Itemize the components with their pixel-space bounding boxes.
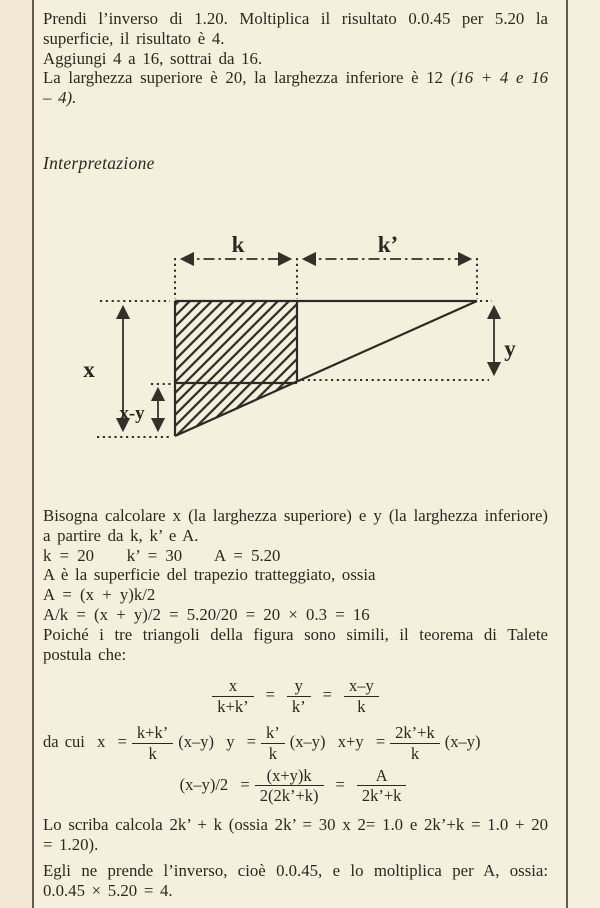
body-paragraph-egli: Egli ne prende l’inverso, cioè 0.0.45, e lo moltiplica per A, ossia: 0.0.45 × 5.20 = 4. xyxy=(43,860,548,900)
body-paragraph-3: A è la superficie del trapezio tratteggiato, ossia xyxy=(43,565,376,585)
equation-mid-text: y = xyxy=(213,732,257,752)
hatched-trapezoid xyxy=(175,301,297,436)
fraction-denominator: k xyxy=(148,743,157,763)
fraction-numerator: x xyxy=(212,677,253,697)
fraction-numerator: (x+y)k xyxy=(255,767,324,787)
fraction-numerator: x–y xyxy=(344,677,379,697)
fraction-2kprimeplusk-over-k xyxy=(390,724,440,763)
fraction-denominator: k xyxy=(268,743,278,763)
equals-sign: = xyxy=(335,774,345,794)
fraction-denominator: k+k’ xyxy=(217,697,249,717)
body-paragraph-1: Bisogna calcolare x (la larghezza superiore) e y (la larghezza inferiore) a partire da k, k’ e A. xyxy=(43,505,548,545)
quote-paragraph-1: Prendi l’inverso di 1.20. Moltiplica il risultato 0.0.45 per 5.20 la superficie, il risultato è 4. xyxy=(43,9,548,48)
x-minus-y-label: x-y xyxy=(119,402,145,424)
equation-term: (x–y) xyxy=(289,732,326,752)
fraction-kprime-over-k xyxy=(261,724,285,763)
fraction-denominator: 2(2k’+k) xyxy=(259,786,319,806)
y-label: y xyxy=(504,335,516,361)
fraction-x-over-k-plus-kprime xyxy=(212,677,253,716)
equation-da-cui xyxy=(43,724,548,763)
fraction-xminusy-over-k xyxy=(344,677,379,716)
fraction-denominator: k xyxy=(357,697,366,717)
body-formula-ak: A/k = (x + y)/2 = 5.20/20 = 20 × 0.3 = 16 xyxy=(43,604,370,624)
equation-term: (x–y) xyxy=(178,732,214,752)
equation-term: (x–y) xyxy=(444,732,481,752)
trapezoid-diagram-svg xyxy=(0,224,600,468)
fraction-numerator: y xyxy=(287,677,311,697)
fraction-xplusyk-over-22kprimeplusk xyxy=(255,767,324,806)
body-formula-area: A = (x + y)k/2 xyxy=(43,585,156,605)
fraction-numerator: 2k’+k xyxy=(390,724,440,744)
equals-sign: = xyxy=(265,685,275,705)
equals-sign: = xyxy=(322,685,332,705)
body-paragraph-scriba: Lo scriba calcola 2k’ + k (ossia 2k’ = 30 x 2= 1.0 e 2k’+k = 1.0 + 20 = 1.20). xyxy=(43,815,548,855)
quote-paragraph-2: Aggiungi 4 a 16, sottrai da 16. xyxy=(43,48,263,68)
fraction-numerator: A xyxy=(357,767,407,787)
fraction-denominator: 2k’+k xyxy=(361,786,402,806)
fraction-a-over-2kprimeplusk xyxy=(357,767,407,806)
fraction-kpluskprime-over-k xyxy=(132,724,173,763)
heading-interpretazione: Interpretazione xyxy=(43,152,155,173)
k-prime-label: k’ xyxy=(377,231,399,257)
fraction-numerator: k’ xyxy=(261,724,285,744)
equation-lead-text: (x–y)/2 = xyxy=(179,774,250,794)
fraction-denominator: k’ xyxy=(291,697,306,717)
quote-paragraph-3-italic: (16 + 4 e 16 – 4). xyxy=(43,68,548,108)
x-label: x xyxy=(83,356,95,382)
fraction-y-over-kprime xyxy=(287,677,311,716)
equation-mid-text: x+y = xyxy=(325,732,386,752)
body-values-line: k = 20 k’ = 30 A = 5.20 xyxy=(43,545,281,565)
fraction-denominator: k xyxy=(410,743,420,763)
equation-final xyxy=(43,767,548,806)
equation-talete xyxy=(43,677,548,716)
body-paragraph-talete: Poiché i tre triangoli della figura sono simili, il teorema di Talete postula che: xyxy=(43,624,548,664)
fraction-numerator: k+k’ xyxy=(132,724,173,744)
equation-lead-text: da cui x = xyxy=(43,732,127,752)
quote-paragraph-3 xyxy=(43,68,548,108)
k-label: k xyxy=(231,231,245,257)
figure-trapezoid-diagram xyxy=(0,224,600,468)
quote-paragraph-3-roman: La larghezza superiore è 20, la larghezza inferiore è 12 xyxy=(43,68,451,88)
